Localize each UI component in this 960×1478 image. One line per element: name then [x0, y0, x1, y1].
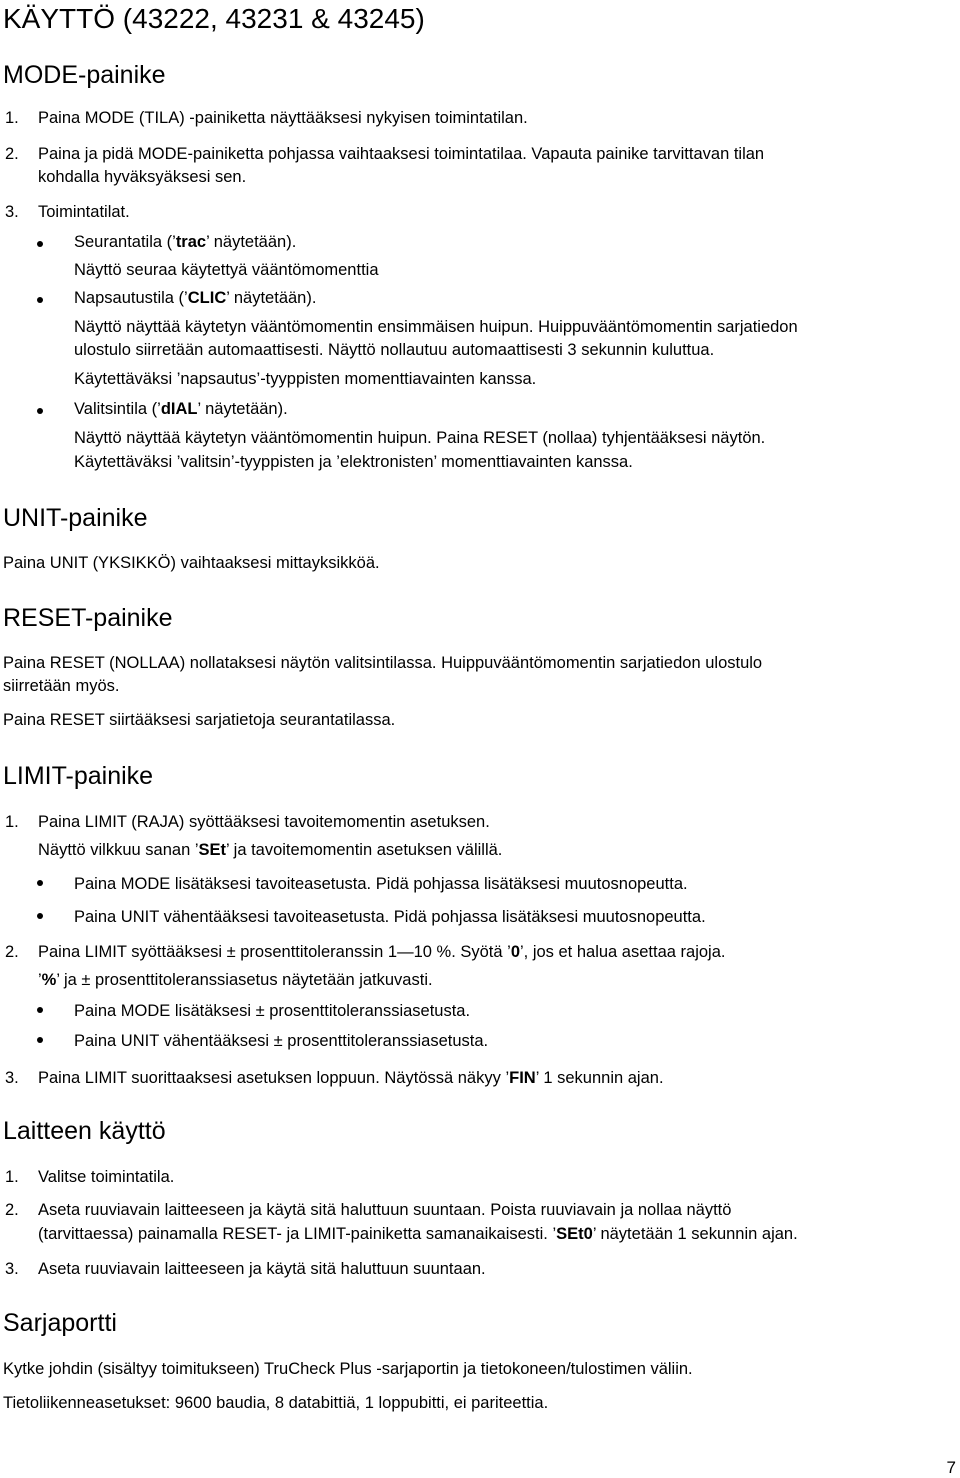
- limit-step-3: [38, 1067, 664, 1089]
- step-number: 2.: [5, 943, 19, 961]
- tolerance-suffix: ’, jos et halua asettaa rajoja.: [520, 943, 726, 961]
- set0-prefix: (tarvittaessa) painamalla RESET- ja LIMIT-painiketta samanaikaisesti. ’: [38, 1225, 557, 1243]
- serial-paragraph-1: Kytke johdin (sisältyy toimitukseen) TruCheck Plus -sarjaportin ja tietokoneen/tulostimen väliin.: [3, 1360, 693, 1378]
- mode-step-1: Paina MODE (TILA) -painiketta näyttääksesi nykyisen toimintatilan.: [38, 109, 528, 127]
- clic-mode-label: [74, 287, 316, 309]
- set-code: SEt: [198, 841, 227, 859]
- trac-mode-label: [74, 231, 296, 253]
- reset-paragraph-1-line-1: Paina RESET (NOLLAA) nollataksesi näytön valitsintilassa. Huippuvääntömomentin sarjatiedon ulostulo: [3, 654, 763, 672]
- usage-step-2-line-2: [38, 1223, 798, 1245]
- usage-step-2-line-1: Aseta ruuviavain laitteeseen ja käytä sitä haluttuun suuntaan. Poista ruuviavain ja nollaa näyttö: [38, 1201, 732, 1219]
- tolerance-prefix: Paina LIMIT syöttääksesi ± prosenttitoleranssin 1—10 %. Syötä ’: [38, 943, 511, 961]
- fin-suffix: ’ 1 sekunnin ajan.: [535, 1069, 664, 1087]
- unit-paragraph: Paina UNIT (YKSIKKÖ) vaihtaaksesi mittayksikköä.: [3, 554, 380, 572]
- reset-paragraph-1-line-2: siirretään myös.: [3, 677, 120, 695]
- clic-suffix: ’ näytetään).: [226, 289, 317, 307]
- step-number: 3.: [5, 203, 19, 221]
- percent-prefix: ’: [38, 971, 42, 989]
- step-number: 3.: [5, 1069, 19, 1087]
- mode-step-2-line-2: kohdalla hyväksyäksesi sen.: [38, 168, 247, 186]
- dial-code: dIAL: [160, 400, 198, 418]
- dial-suffix: ’ näytetään).: [197, 400, 288, 418]
- clic-description-line-3: Käytettäväksi ’napsautus’-tyyppisten momenttiavainten kanssa.: [74, 370, 537, 388]
- fin-prefix: Paina LIMIT suorittaaksesi asetuksen loppuun. Näytössä näkyy ’: [38, 1069, 510, 1087]
- serial-paragraph-2: Tietoliikenneasetukset: 9600 baudia, 8 databittiä, 1 loppubitti, ei pariteettia.: [3, 1394, 549, 1412]
- trac-code: trac: [175, 233, 207, 251]
- limit-step-2-bullet-2: Paina UNIT vähentääksesi ± prosenttitoleranssiasetusta.: [74, 1032, 489, 1050]
- bullet-icon: [37, 1037, 43, 1043]
- step-number: 1.: [5, 1168, 19, 1186]
- clic-prefix: Napsautustila (’: [74, 289, 188, 307]
- mode-heading: MODE-painike: [3, 61, 166, 89]
- step-number: 3.: [5, 1260, 19, 1278]
- limit-heading: LIMIT-painike: [3, 762, 154, 790]
- set0-code: SEt0: [556, 1225, 593, 1243]
- bullet-icon: [37, 241, 43, 247]
- serial-heading: Sarjaportti: [3, 1309, 117, 1337]
- bullet-icon: [37, 880, 43, 886]
- unit-heading: UNIT-painike: [3, 504, 148, 532]
- trac-suffix: ’ näytetään).: [206, 233, 297, 251]
- limit-step-1-bullet-2: Paina UNIT vähentääksesi tavoiteasetusta. Pidä pohjassa lisätäksesi muutosnopeutta.: [74, 908, 706, 926]
- zero-code: 0: [510, 943, 520, 961]
- trac-mode-description: Näyttö seuraa käytettyä vääntömomenttia: [74, 261, 379, 279]
- percent-code: %: [41, 971, 57, 989]
- limit-step-2: [38, 941, 725, 963]
- limit-step-1-bullet-1: Paina MODE lisätäksesi tavoiteasetusta. Pidä pohjassa lisätäksesi muutosnopeutta.: [74, 875, 688, 893]
- step-number: 1.: [5, 109, 19, 127]
- clic-code: CLIC: [187, 289, 227, 307]
- page-title: KÄYTTÖ (43222, 43231 & 43245): [3, 3, 425, 34]
- mode-step-3: Toimintatilat.: [38, 203, 130, 221]
- step-number: 2.: [5, 1201, 19, 1219]
- bullet-icon: [37, 913, 43, 919]
- dial-mode-label: [74, 398, 288, 420]
- set0-suffix: ’ näytetään 1 sekunnin ajan.: [592, 1225, 798, 1243]
- set-prefix: Näyttö vilkkuu sanan ’: [38, 841, 199, 859]
- usage-step-1: Valitse toimintatila.: [38, 1168, 175, 1186]
- step-number: 1.: [5, 813, 19, 831]
- set-suffix: ’ ja tavoitemomentin asetuksen välillä.: [226, 841, 503, 859]
- trac-prefix: Seurantatila (’: [74, 233, 176, 251]
- reset-heading: RESET-painike: [3, 604, 173, 632]
- usage-step-3: Aseta ruuviavain laitteeseen ja käytä sitä haluttuun suuntaan.: [38, 1260, 486, 1278]
- limit-step-2-bullet-1: Paina MODE lisätäksesi ± prosenttitoleranssiasetusta.: [74, 1002, 471, 1020]
- usage-heading: Laitteen käyttö: [3, 1117, 166, 1145]
- dial-description-line-1: Näyttö näyttää käytetyn vääntömomentin huipun. Paina RESET (nollaa) tyhjentääksesi näytön.: [74, 429, 766, 447]
- bullet-icon: [37, 1007, 43, 1013]
- step-number: 2.: [5, 145, 19, 163]
- reset-paragraph-2: Paina RESET siirtääksesi sarjatietoja seurantatilassa.: [3, 711, 396, 729]
- fin-code: FIN: [509, 1069, 536, 1087]
- clic-description-line-2: ulostulo siirretään automaattisesti. Näyttö nollautuu automaattisesti 3 sekunnin kuluttua.: [74, 341, 715, 359]
- page-number: 7: [946, 1458, 956, 1477]
- clic-description-line-1: Näyttö näyttää käytetyn vääntömomentin ensimmäisen huipun. Huippuvääntömomentin sarjatiedon: [74, 318, 798, 336]
- percent-suffix: ’ ja ± prosenttitoleranssiasetus näytetään jatkuvasti.: [56, 971, 433, 989]
- bullet-icon: [37, 297, 43, 303]
- mode-step-2-line-1: Paina ja pidä MODE-painiketta pohjassa vaihtaaksesi toimintatilaa. Vapauta painike tarvittavan tilan: [38, 145, 765, 163]
- limit-step-1: Paina LIMIT (RAJA) syöttääksesi tavoitemomentin asetuksen.: [38, 813, 490, 831]
- limit-step-2-note: [38, 969, 433, 991]
- limit-step-1-note: [38, 839, 502, 861]
- dial-prefix: Valitsintila (’: [74, 400, 161, 418]
- bullet-icon: [37, 408, 43, 414]
- dial-description-line-2: Käytettäväksi ’valitsin’-tyyppisten ja ’elektronisten’ momenttiavainten kanssa.: [74, 453, 633, 471]
